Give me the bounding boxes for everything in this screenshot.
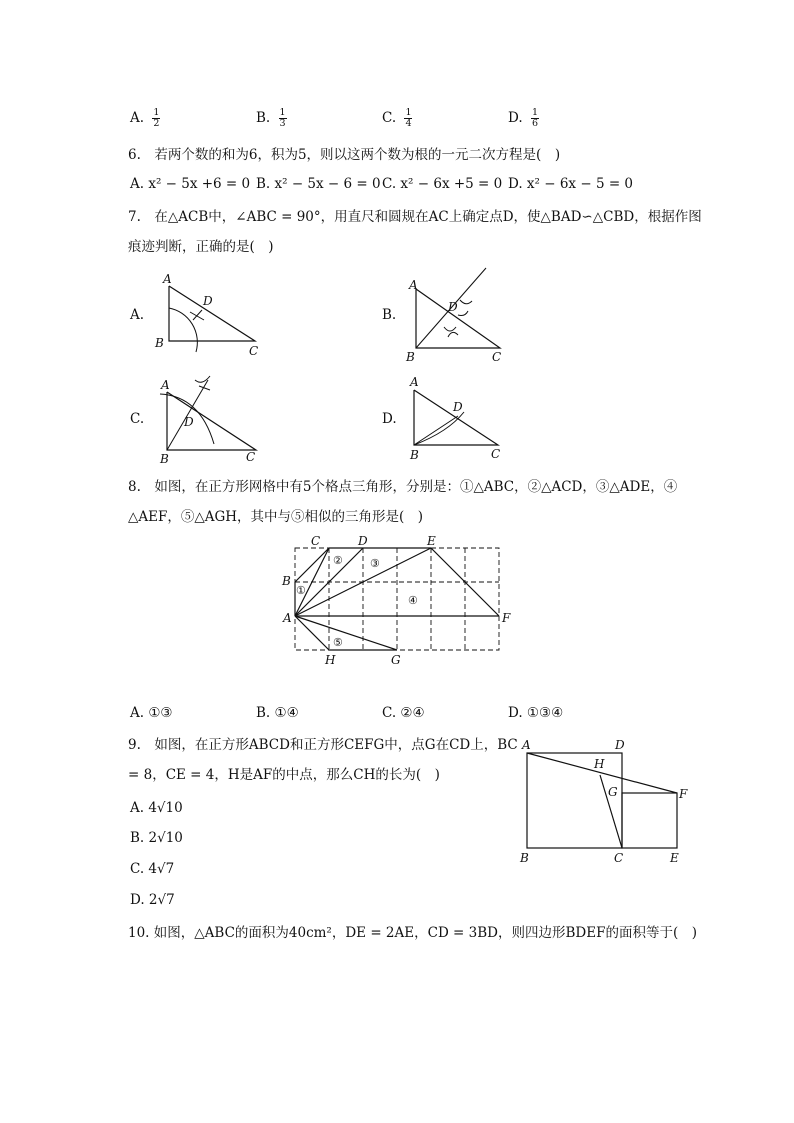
point-label: A xyxy=(283,611,292,625)
point-label: F xyxy=(502,611,511,625)
arc-mark xyxy=(195,376,210,390)
point-label: D xyxy=(453,400,463,414)
point-label: D xyxy=(448,300,458,314)
point-label: H xyxy=(594,757,605,771)
fraction: $\frac{1}{3}$ xyxy=(279,107,286,129)
point-label: D xyxy=(615,738,625,752)
arc xyxy=(169,308,197,352)
q9-stem-line1: 9. 如图，在正方形ABCD和正方形CEFG中，点G在CD上，BC xyxy=(128,737,518,753)
arc-mark xyxy=(190,310,204,320)
point-label: D xyxy=(358,534,368,548)
point-label: A xyxy=(522,738,531,752)
q7-stem-line2: 痕迹判断，正确的是( ) xyxy=(128,239,274,255)
triangle-number: ④ xyxy=(408,594,418,607)
point-label: G xyxy=(608,785,618,799)
q7-figure-c xyxy=(150,372,270,468)
q8-stem-line2: △AEF，⑤△AGH，其中与⑤相似的三角形是( ) xyxy=(128,509,424,525)
point-label: C xyxy=(246,450,256,464)
q8-option-c: C. ②④ xyxy=(382,705,425,721)
q7-option-a-label: A. xyxy=(130,307,145,323)
q8-option-b: B. ①④ xyxy=(256,705,299,721)
arc-mark xyxy=(460,300,472,304)
point-label: B xyxy=(282,574,291,588)
point-label: C xyxy=(614,851,624,865)
triangle-number: ⑤ xyxy=(333,636,343,649)
triangle xyxy=(416,289,500,348)
q5-option-b: B. $\frac{1}{3}$ xyxy=(256,107,286,129)
q5-option-a: A. $\frac{1}{2}$ xyxy=(130,107,160,129)
q6-option-c: C. x² − 6x +5 = 0 xyxy=(382,176,503,192)
q7-figure-b xyxy=(400,265,510,365)
q6-stem: 6. 若两个数的和为6，积为5，则以这两个数为根的一元二次方程是( ) xyxy=(128,147,561,163)
q7-figure-d xyxy=(400,372,510,464)
point-label: B xyxy=(520,851,529,865)
q9-stem-line2: = 8，CE = 4，H是AF的中点，那么CH的长为( ) xyxy=(128,767,440,783)
triangle xyxy=(167,392,256,450)
fraction: $\frac{1}{6}$ xyxy=(531,107,538,129)
point-label: B xyxy=(160,452,169,466)
q9-option-c: C. 4√7 xyxy=(130,861,175,877)
q6-option-b: B. x² − 5x − 6 = 0 xyxy=(256,176,381,192)
arc-mark xyxy=(458,311,468,316)
q9-option-a: A. 4√10 xyxy=(130,800,183,816)
arc-mark xyxy=(444,327,458,337)
point-label: C xyxy=(249,344,259,358)
triangle-number: ① xyxy=(296,584,306,597)
q7-option-c-label: C. xyxy=(130,411,145,427)
point-label: C xyxy=(311,534,321,548)
q7-option-d-label: D. xyxy=(382,411,397,427)
point-label: A xyxy=(409,278,418,292)
q9-option-b: B. 2√10 xyxy=(130,830,183,846)
q7-figure-a xyxy=(150,268,270,360)
point-label: C xyxy=(492,350,502,364)
q6-option-a: A. x² − 5x +6 = 0 xyxy=(130,176,251,192)
q8-option-a: A. ①③ xyxy=(130,705,173,721)
q7-stem-line1: 7. 在△ACB中，∠ABC = 90°，用直尺和圆规在AC上确定点D，使△BAD∽△CBD，根据作图 xyxy=(128,209,702,225)
point-label: B xyxy=(410,448,419,462)
q5-option-c: C. $\frac{1}{4}$ xyxy=(382,107,412,129)
dashed-grid xyxy=(295,548,499,650)
q8-stem-line1: 8. 如图，在正方形网格中有5个格点三角形，分别是：①△ABC，②△ACD，③△ADE，④ xyxy=(128,479,678,495)
point-label: E xyxy=(427,534,436,548)
construction-line xyxy=(414,416,458,445)
point-label: D xyxy=(184,415,194,429)
point-label: A xyxy=(161,378,170,392)
q10-stem: 10. 如图，△ABC的面积为40cm²，DE = 2AE，CD = 3BD，则四边形BDEF的面积等于( ) xyxy=(128,925,697,941)
point-label: C xyxy=(491,447,501,461)
q9-squares-figure xyxy=(512,735,697,870)
point-label: F xyxy=(679,787,688,801)
point-label: H xyxy=(325,653,336,667)
point-label: B xyxy=(155,336,164,350)
point-label: B xyxy=(406,350,415,364)
fraction: $\frac{1}{4}$ xyxy=(405,107,412,129)
triangle-number: ② xyxy=(333,554,343,567)
fraction: $\frac{1}{2}$ xyxy=(153,107,160,129)
q5-option-d: D. $\frac{1}{6}$ xyxy=(508,107,538,129)
point-label: E xyxy=(670,851,679,865)
q9-option-d: D. 2√7 xyxy=(130,892,175,908)
point-label: A xyxy=(163,272,172,286)
q8-option-d: D. ①③④ xyxy=(508,705,564,721)
q6-option-d: D. x² − 6x − 5 = 0 xyxy=(508,176,634,192)
point-label: G xyxy=(391,653,401,667)
q7-option-b-label: B. xyxy=(382,307,397,323)
triangle-number: ③ xyxy=(370,557,380,570)
q8-grid-figure xyxy=(278,530,518,670)
point-label: D xyxy=(203,294,213,308)
point-label: A xyxy=(410,375,419,389)
